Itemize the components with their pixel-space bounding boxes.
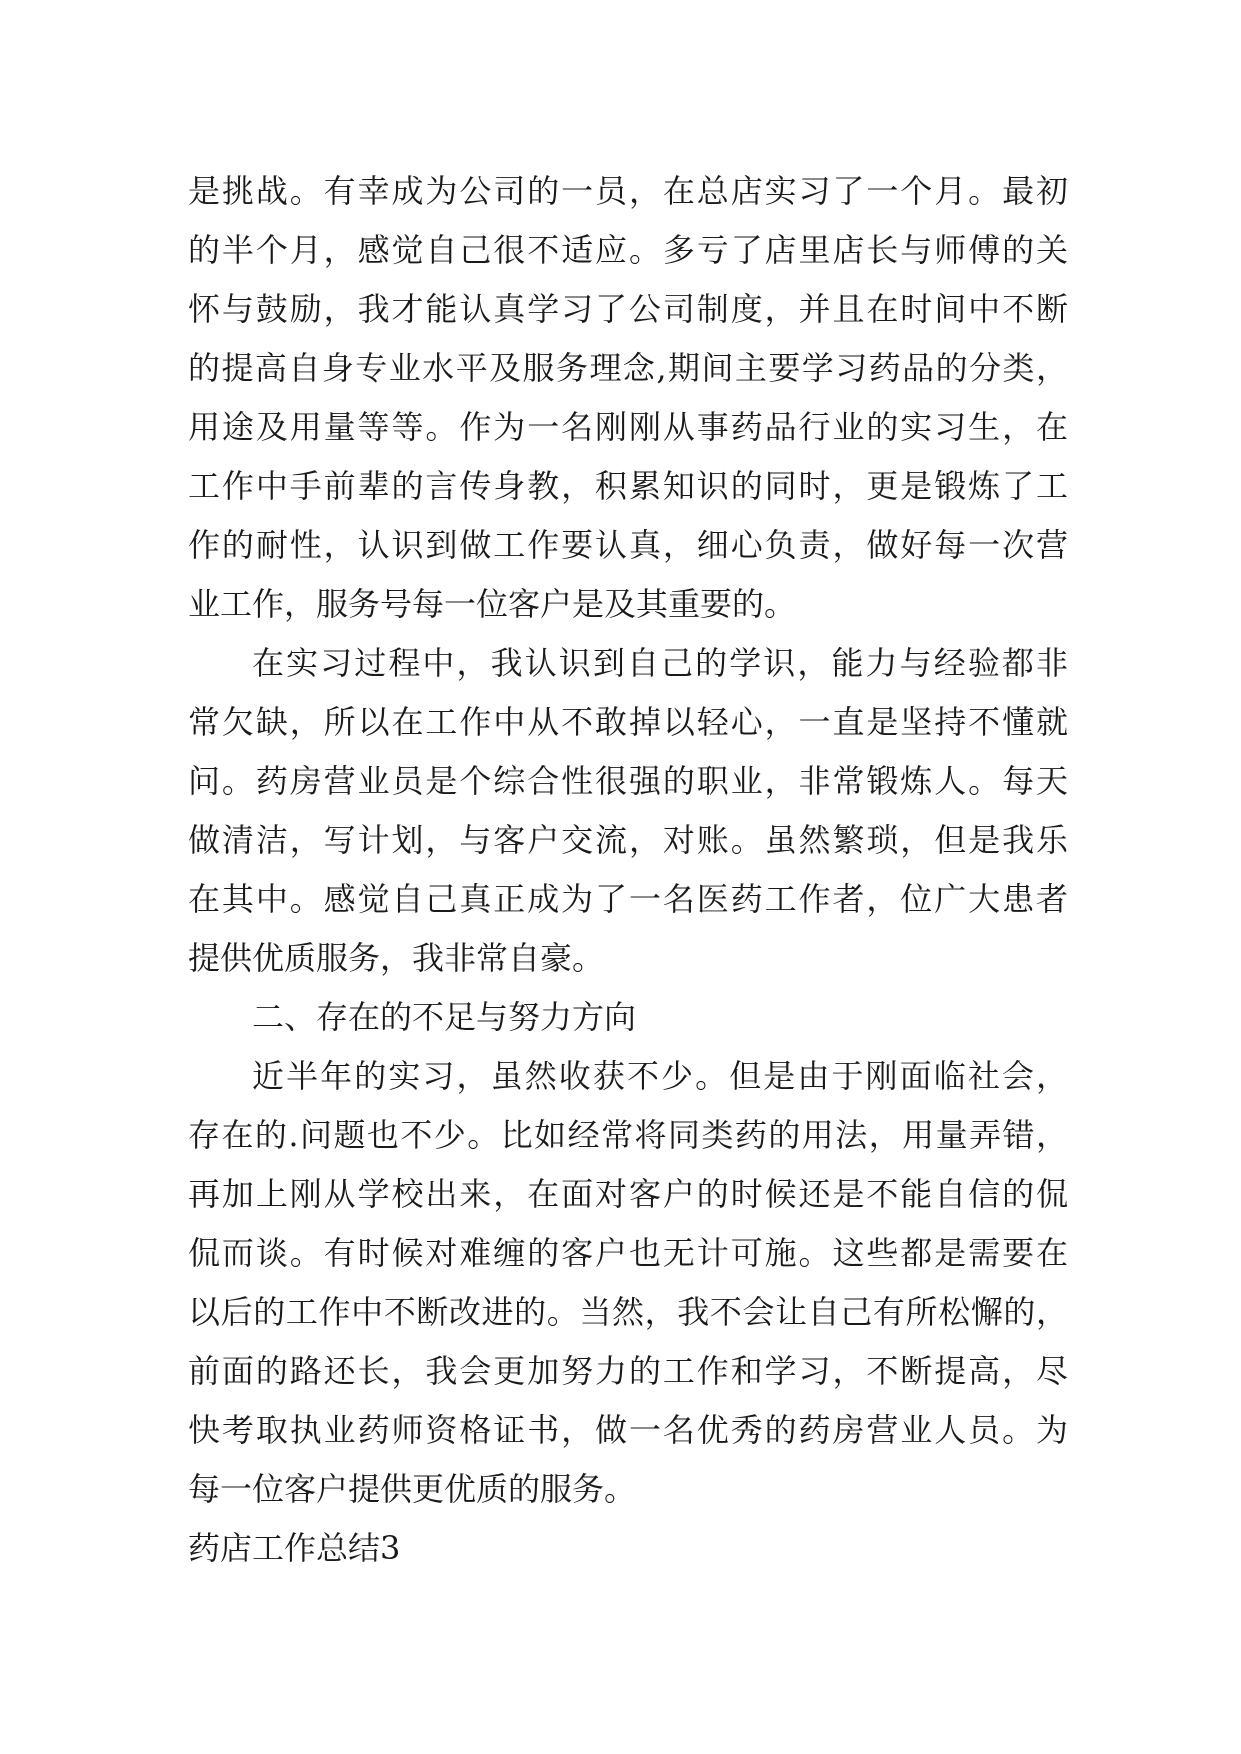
paragraph-line: 作的耐性，认识到做工作要认真，细心负责，做好每一次营 [188,526,1068,564]
paragraph-line: 提供优质服务，我非常自豪。 [188,939,605,977]
paragraph-line: 侃而谈。有时候对难缠的客户也无计可施。这些都是需要在 [188,1234,1068,1272]
paragraph-line: 问。药房营业员是个综合性很强的职业，非常锻炼人。每天 [188,762,1068,800]
paragraph-2 [188,634,1068,988]
paragraph-1 [188,162,1068,634]
paragraph-line: 前面的路还长，我会更加努力的工作和学习，不断提高，尽 [188,1352,1068,1390]
paragraph-line: 的提高自身专业水平及服务理念,期间主要学习药品的分类， [188,349,1068,387]
paragraph-line: 在实习过程中，我认识到自己的学识，能力与经验都非 [252,644,1068,682]
paragraph-line: 是挑战。有幸成为公司的一员，在总店实习了一个月。最初 [188,172,1068,210]
paragraph-line: 以后的工作中不断改进的。当然，我不会让自己有所松懈的， [188,1293,1068,1331]
paragraph-line: 做清洁，写计划，与客户交流，对账。虽然繁琐，但是我乐 [188,821,1068,859]
section-heading: 二、存在的不足与努力方向 [252,998,637,1036]
paragraph-line: 在其中。感觉自己真正成为了一名医药工作者，位广大患者 [188,880,1068,918]
paragraph-line: 存在的.问题也不少。比如经常将同类药的用法，用量弄错， [188,1116,1068,1154]
document-body [188,162,1068,1578]
paragraph-line: 快考取执业药师资格证书，做一名优秀的药房营业人员。为 [188,1411,1068,1449]
paragraph-line: 近半年的实习，虽然收获不少。但是由于刚面临社会， [252,1057,1068,1095]
paragraph-line: 用途及用量等等。作为一名刚刚从事药品行业的实习生，在 [188,408,1068,446]
next-section-title: 药店工作总结3 [188,1529,401,1567]
paragraph-line: 每一位客户提供更优质的服务。 [188,1470,637,1508]
paragraph-line: 的半个月，感觉自己很不适应。多亏了店里店长与师傅的关 [188,231,1068,269]
paragraph-line: 常欠缺，所以在工作中从不敢掉以轻心，一直是坚持不懂就 [188,703,1068,741]
paragraph-line: 工作中手前辈的言传身教，积累知识的同时，更是锻炼了工 [188,467,1068,505]
paragraph-line: 再加上刚从学校出来，在面对客户的时候还是不能自信的侃 [188,1175,1068,1213]
paragraph-line: 业工作，服务号每一位客户是及其重要的。 [188,585,797,623]
paragraph-3 [188,1047,1068,1519]
paragraph-line: 怀与鼓励，我才能认真学习了公司制度，并且在时间中不断 [188,290,1068,328]
